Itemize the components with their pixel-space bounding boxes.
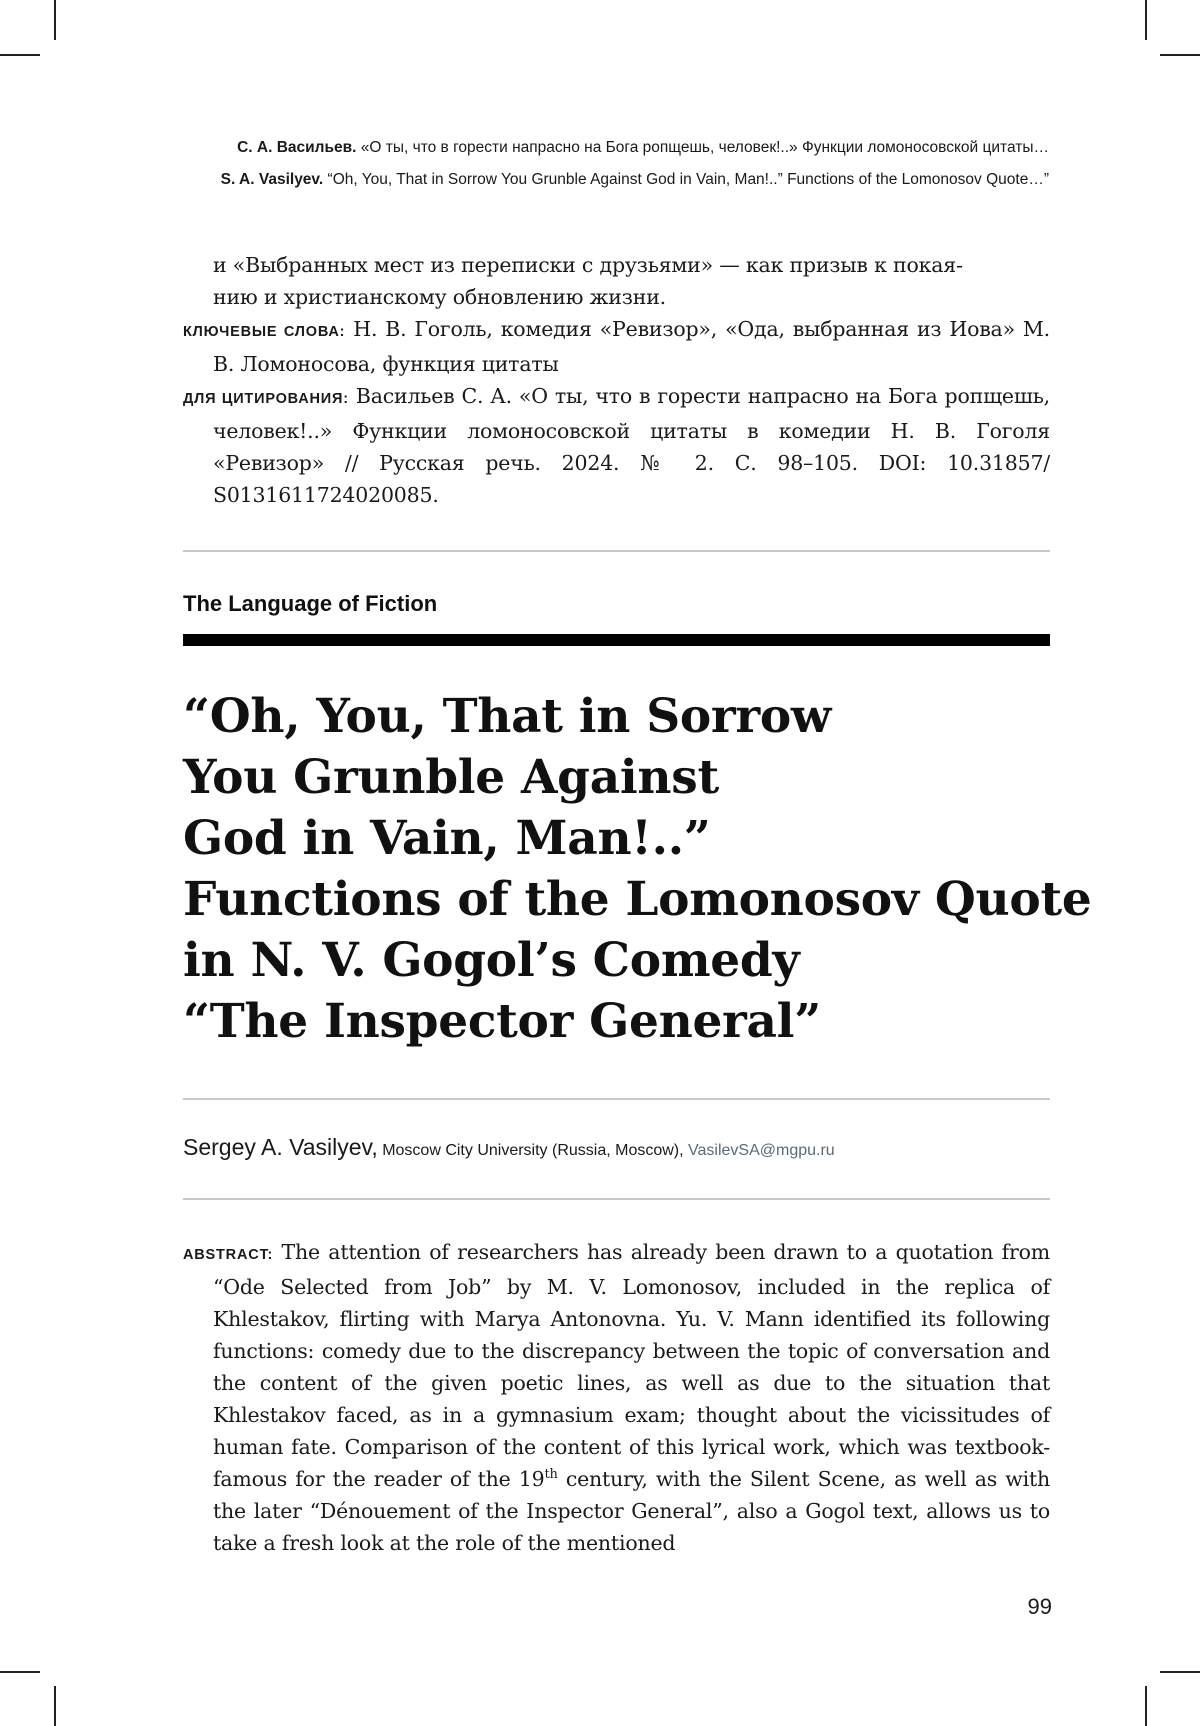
running-header-ru: [237, 139, 1049, 157]
article-title: [183, 686, 1092, 1052]
section-label: The Language of Fiction: [183, 591, 438, 616]
title-line: in N. V. Gogol’s Comedy: [183, 933, 800, 988]
title-line: “Oh, You, That in Sorrow: [183, 689, 832, 744]
ru-keywords-label: КЛЮЧЕВЫЕ СЛОВА:: [183, 324, 346, 340]
title-line: “The Inspector General”: [183, 994, 821, 1049]
abstract-text-1: The attention of researchers has already been drawn to a quotation from “Ode Selected from Job” by M. V. Lomonosov, included in the replica of Khlestakov, flirting with Marya Antonovna. Yu. V. Mann identified its following functions: comedy due to the discrepancy between the topic of conversation and the content of the given poetic lines, as well as due to the situation that Khlestakov faced, as in a gymnasium exam; thought about the vicissitudes of human fate. Comparison of the content of this lyrical work, which was textbook-famous for the reader of the 19: [213, 1240, 1050, 1491]
running-header-en-author: S. A. Vasilyev.: [220, 171, 324, 188]
ru-keywords-text: Н. В. Гоголь, комедия «Ревизор», «Ода, выбранная из Иова» М. В. Ломоносова, функция цитаты: [213, 317, 1051, 376]
ru-keywords: [183, 313, 1050, 380]
abstract-text-2: century, with the Silent Scene, as well as with the later “Dénouement of the Inspector General”, also a Gogol text, allows us to take a fresh look at the role of the mentioned: [213, 1467, 1051, 1555]
title-line: Functions of the Lomonosov Quote: [183, 872, 1092, 927]
page-number: 99: [1027, 1594, 1052, 1619]
abstract: [183, 1236, 1050, 1559]
abstract-label: ABSTRACT:: [183, 1247, 274, 1263]
ru-citation-text: Васильев С. А. «О ты, что в горести напрасно на Бога ропщешь, человек!..» Функции ломоносовской цитаты в комедии Н. В. Гоголя «Ревизор» // Русская речь. 2024. № 2. С. 98–105. DOI: 10.31857/ S0131611724020085.: [213, 384, 1051, 507]
running-header-ru-author: С. А. Васильев.: [237, 139, 357, 156]
crop-mark-bottom-left-h: [0, 1671, 40, 1673]
author-affiliation: Moscow City University (Russia, Moscow),: [377, 1142, 689, 1159]
divider-author-bottom: [183, 1198, 1050, 1200]
title-line: You Grunble Against: [183, 750, 719, 805]
running-header-ru-title: «О ты, что в горести напрасно на Бога ропщешь, человек!..» Функции ломоносовской цитаты…: [360, 139, 1049, 156]
crop-mark-top-left-h: [0, 54, 40, 56]
author-line: [183, 1134, 835, 1161]
ru-abstract-tail-line-1: и «Выбранных мест из переписки с друзьями» — как призыв к покая-: [213, 253, 963, 277]
ru-abstract-tail-line-2: нию и христианскому обновлению жизни.: [213, 285, 666, 309]
crop-mark-bottom-right-h: [1160, 1671, 1200, 1673]
section-rule: [183, 634, 1050, 646]
running-header-en: [221, 171, 1049, 189]
crop-mark-bottom-left-v: [54, 1686, 56, 1726]
ru-abstract-tail: [183, 249, 1050, 511]
running-header-en-title: “Oh, You, That in Sorrow You Grunble Against God in Vain, Man!..” Functions of the Lomonosov Quote…”: [327, 171, 1049, 188]
ru-citation-label: ДЛЯ ЦИТИРОВАНИЯ:: [183, 391, 349, 407]
divider-top: [183, 550, 1050, 552]
crop-mark-bottom-right-v: [1145, 1686, 1147, 1726]
abstract-superscript: th: [544, 1467, 558, 1483]
crop-mark-top-right-v: [1145, 0, 1147, 40]
divider-title-bottom: [183, 1098, 1050, 1100]
author-email-link[interactable]: VasilevSA@mgpu.ru: [688, 1142, 835, 1159]
crop-mark-top-left-v: [54, 0, 56, 40]
crop-mark-top-right-h: [1160, 54, 1200, 56]
title-line: God in Vain, Man!..”: [183, 811, 711, 866]
abstract-paragraph: [183, 1236, 1050, 1559]
author-name: Sergey A. Vasilyev,: [183, 1134, 378, 1160]
ru-citation: [183, 380, 1050, 511]
